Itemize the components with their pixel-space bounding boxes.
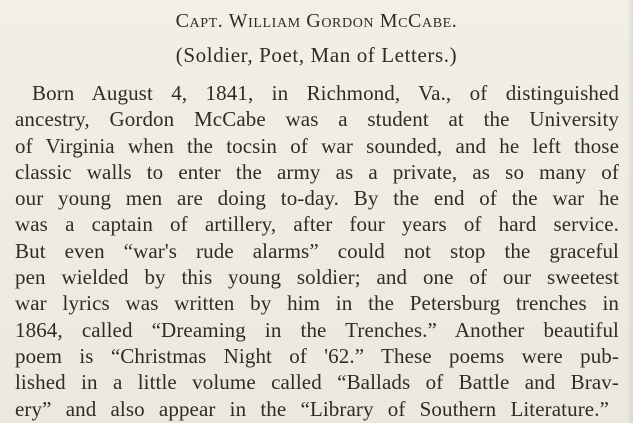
page-subtitle: (Soldier, Poet, Man of Letters.) bbox=[175, 43, 458, 67]
paragraph-line: of Virginia when the tocsin of war sounded, and he left those bbox=[15, 133, 619, 158]
paragraph-line: classic walls to enter the army as a private, as so many of bbox=[15, 159, 619, 184]
paragraph-line: our young men are doing to-day. By the end of the war he bbox=[15, 186, 619, 211]
page-edge-shadow bbox=[627, 0, 633, 423]
paragraph-line: lished in a little volume called “Ballads of Battle and Brav- bbox=[15, 370, 619, 395]
paragraph-line: But even “war's rude alarms” could not stop the graceful bbox=[15, 238, 619, 263]
paragraph-line: pen wielded by this young soldier; and one of our sweetest bbox=[15, 265, 619, 290]
paragraph-line: was a captain of artillery, after four years of hard service. bbox=[15, 212, 619, 237]
paragraph-line: ancestry, Gordon McCabe was a student at the University bbox=[15, 107, 619, 132]
page-title: Capt. William Gordon McCabe. bbox=[175, 10, 458, 32]
paragraph-line: 1864, called “Dreaming in the Trenches.” Another beautiful bbox=[15, 317, 619, 342]
body-paragraph bbox=[15, 80, 619, 422]
paragraph-line: poem is “Christmas Night of '62.” These poems were pub- bbox=[15, 343, 619, 368]
paragraph-line: Born August 4, 1841, in Richmond, Va., of distinguished bbox=[32, 81, 619, 105]
paragraph-line: war lyrics was written by him in the Petersburg trenches in bbox=[15, 291, 619, 316]
paragraph-line: ery” and also appear in the “Library of Southern Literature.” bbox=[15, 396, 609, 421]
